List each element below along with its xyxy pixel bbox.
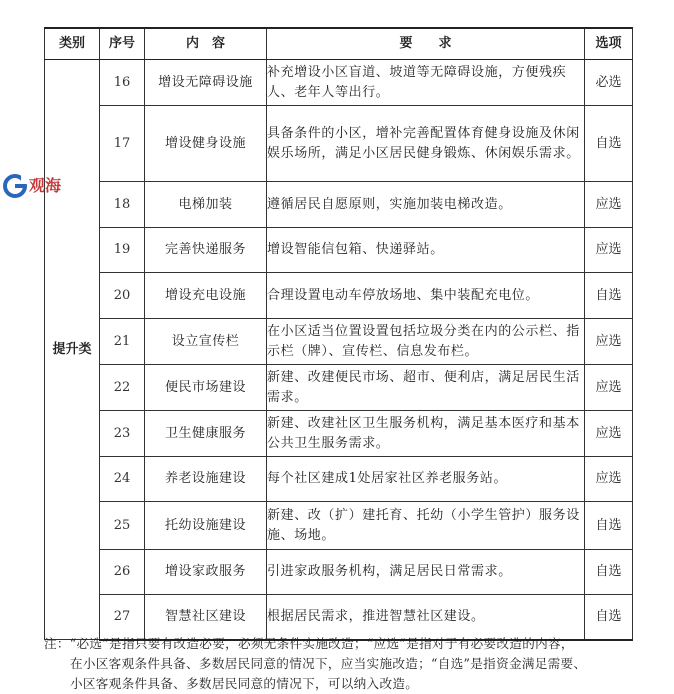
- row-requirement: 遵循居民自愿原则，实施加装电梯改造。: [267, 182, 585, 228]
- table-row: [45, 60, 633, 106]
- row-option: 自选: [585, 595, 633, 640]
- row-option: 应选: [585, 182, 633, 228]
- row-option: 必选: [585, 60, 633, 106]
- row-option: 应选: [585, 411, 633, 457]
- row-index: 18: [100, 182, 145, 228]
- row-content: 托幼设施建设: [145, 502, 267, 550]
- requirements-table: [44, 27, 633, 641]
- row-option: 应选: [585, 228, 633, 273]
- row-content: 智慧社区建设: [145, 595, 267, 640]
- row-option: 自选: [585, 273, 633, 319]
- row-option: 应选: [585, 457, 633, 502]
- table-row: [45, 319, 633, 365]
- table-row: [45, 228, 633, 273]
- row-option: 自选: [585, 550, 633, 595]
- row-index: 22: [100, 365, 145, 411]
- row-requirement: 新建、改（扩）建托育、托幼（小学生管护）服务设施、场地。: [267, 502, 585, 550]
- row-index: 19: [100, 228, 145, 273]
- row-content: 便民市场建设: [145, 365, 267, 411]
- row-requirement: 在小区适当位置设置包括垃圾分类在内的公示栏、指示栏（牌）、宣传栏、信息发布栏。: [267, 319, 585, 365]
- table-header-row: [45, 28, 633, 60]
- row-requirement: 根据居民需求，推进智慧社区建设。: [267, 595, 585, 640]
- row-index: 26: [100, 550, 145, 595]
- table-row: [45, 273, 633, 319]
- header-requirement: 要 求: [267, 28, 585, 60]
- row-index: 17: [100, 106, 145, 182]
- row-index: 21: [100, 319, 145, 365]
- footnote-line-2: 在小区客观条件具备、多数居民同意的情况下，应当实施改造；“自选”是指资金满足需要、: [70, 656, 587, 671]
- table-row: [45, 182, 633, 228]
- header-index: 序号: [100, 28, 145, 60]
- row-requirement: 具备条件的小区，增补完善配置体育健身设施及休闲娱乐场所，满足小区居民健身锻炼、休闲娱乐需求。: [267, 106, 585, 182]
- row-content: 增设充电设施: [145, 273, 267, 319]
- row-requirement: 合理设置电动车停放场地、集中装配充电位。: [267, 273, 585, 319]
- watermark-text: 观海: [29, 176, 62, 195]
- header-category: 类别: [45, 28, 100, 60]
- row-content: 电梯加装: [145, 182, 267, 228]
- table-row: [45, 411, 633, 457]
- row-requirement: 补充增设小区盲道、坡道等无障碍设施，方便残疾人、老年人等出行。: [267, 60, 585, 106]
- row-index: 20: [100, 273, 145, 319]
- row-requirement: 引进家政服务机构，满足居民日常需求。: [267, 550, 585, 595]
- row-content: 设立宣传栏: [145, 319, 267, 365]
- table-row: [45, 457, 633, 502]
- row-option: 应选: [585, 319, 633, 365]
- table-row: [45, 550, 633, 595]
- table-row: [45, 106, 633, 182]
- row-requirement: 新建、改建便民市场、超市、便利店，满足居民生活需求。: [267, 365, 585, 411]
- row-index: 27: [100, 595, 145, 640]
- footnote: [44, 634, 644, 694]
- row-content: 增设家政服务: [145, 550, 267, 595]
- table-row: [45, 502, 633, 550]
- row-index: 23: [100, 411, 145, 457]
- row-content: 增设健身设施: [145, 106, 267, 182]
- category-cell: 提升类: [45, 60, 100, 640]
- footnote-line-3: 小区客观条件具备、多数居民同意的情况下，可以纳入改造。: [70, 676, 419, 691]
- row-index: 24: [100, 457, 145, 502]
- table-row: [45, 365, 633, 411]
- header-content: 内 容: [145, 28, 267, 60]
- row-content: 增设无障碍设施: [145, 60, 267, 106]
- footnote-line-1: 注：“必选”是指只要有改造必要，必须无条件实施改造；“应选”是指对于有必要改造的内容，: [44, 636, 574, 651]
- row-option: 自选: [585, 502, 633, 550]
- row-index: 25: [100, 502, 145, 550]
- row-option: 应选: [585, 365, 633, 411]
- row-content: 完善快递服务: [145, 228, 267, 273]
- header-option: 选项: [585, 28, 633, 60]
- row-requirement: 每个社区建成1处居家社区养老服务站。: [267, 457, 585, 502]
- row-requirement: 新建、改建社区卫生服务机构，满足基本医疗和基本公共卫生服务需求。: [267, 411, 585, 457]
- row-option: 自选: [585, 106, 633, 182]
- row-content: 养老设施建设: [145, 457, 267, 502]
- row-index: 16: [100, 60, 145, 106]
- row-requirement: 增设智能信包箱、快递驿站。: [267, 228, 585, 273]
- table-row: [45, 595, 633, 640]
- row-content: 卫生健康服务: [145, 411, 267, 457]
